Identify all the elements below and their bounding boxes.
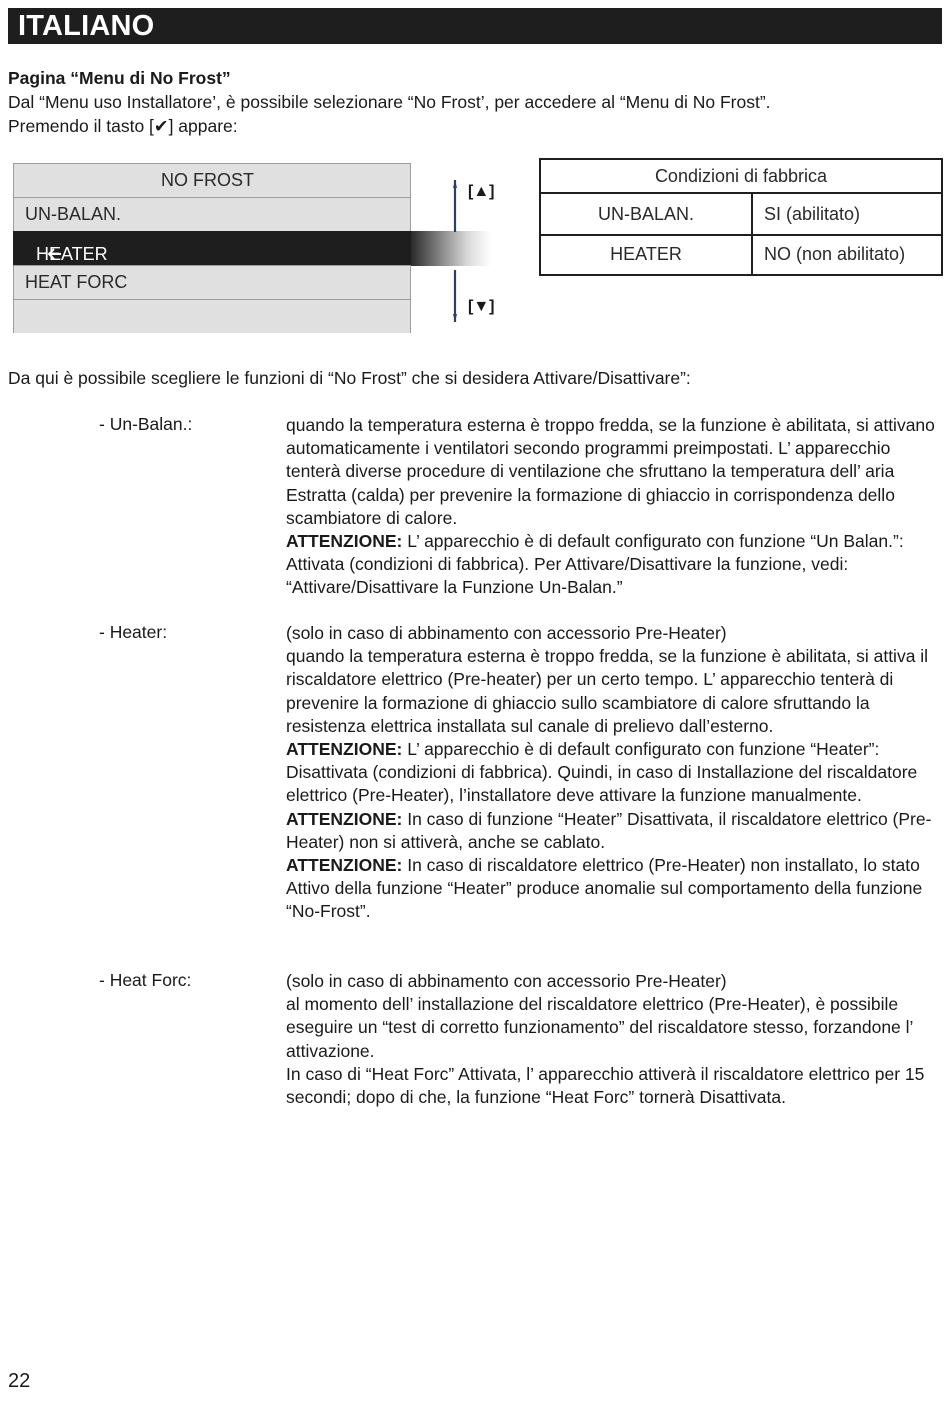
factory-row-name: UN-BALAN.: [597, 204, 695, 224]
selection-fade-band: [411, 231, 491, 266]
description-paragraph: In caso di “Heat Forc” Attivata, l’ apparecchio attiverà il riscaldatore elettrico per 15 secondi; dopo di che, la funzione “Heat Forc” tornerà Disattivata.: [286, 1063, 925, 1108]
warning-label: ATTENZIONE:: [286, 808, 403, 829]
lcd-menu-item-heater-selected: [13, 231, 411, 265]
language-header: [8, 8, 942, 44]
warning-note: [286, 854, 946, 924]
lcd-title-row: [13, 163, 411, 197]
table-divider: [541, 192, 941, 194]
item-label-heater: - Heater:: [99, 622, 168, 642]
factory-table-header: Condizioni di fabbrica: [654, 166, 828, 186]
lcd-item-label: UN-BALAN.: [25, 204, 122, 224]
down-key-label: [▼]: [468, 298, 495, 315]
item-description-heat-forc: [286, 970, 946, 1109]
warning-note: [286, 738, 946, 808]
warning-label: ATTENZIONE:: [286, 531, 403, 552]
warning-label: ATTENZIONE:: [286, 739, 403, 760]
functions-lead-text: Da qui è possibile scegliere le funzioni di “No Frost” che si desidera Attivare/Disattivare”:: [8, 368, 691, 388]
lcd-item-label: HEATER: [36, 244, 108, 264]
warning-text: L’ apparecchio è di default configurato con funzione “Un Balan.”: Attivata (condizioni di fabbrica). Per Attivare/Disattivare la funzione, vedi: “Attivare/Disattivare la Funzione Un-Balan.”: [286, 531, 904, 598]
factory-settings-table: [539, 158, 943, 276]
language-title: ITALIANO: [18, 10, 155, 42]
table-divider: [541, 234, 941, 236]
selection-arrow-icon: [46, 244, 62, 265]
description-paragraph: al momento dell’ installazione del riscaldatore elettrico (Pre-Heater), è possibile eseguire un “test di corretto funzionamento” del riscaldatore stesso, forzandone l’ attivazione.: [286, 994, 913, 1061]
warning-text: In caso di funzione “Heater” Disattivata, il riscaldatore elettrico (Pre-Heater) non si attiverà, anche se cablato.: [286, 808, 932, 852]
table-column-divider: [751, 194, 753, 274]
item-label-un-balan: - Un-Balan.:: [99, 414, 193, 434]
warning-note: [286, 530, 946, 600]
intro-line-2: Premendo il tasto [✔] appare:: [8, 116, 238, 136]
item-description-un-balan: [286, 414, 946, 600]
warning-text: L’ apparecchio è di default configurato con funzione “Heater”: Disattivata (condizioni di fabbrica). Quindi, in caso di Installazione del riscaldatore elettrico (Pre-Heater), l’installatore deve attivare la funzione manualmente.: [286, 739, 918, 806]
lcd-menu-item-un-balan: [13, 197, 411, 231]
page-number: 22: [8, 1370, 31, 1392]
warning-label: ATTENZIONE:: [286, 855, 403, 876]
warning-note: [286, 808, 946, 854]
item-description-heater: [286, 622, 946, 924]
description-paragraph: (solo in caso di abbinamento con accessorio Pre-Heater): [286, 623, 727, 643]
section-title: Pagina “Menu di No Frost”: [8, 68, 231, 88]
up-key-label: [▲]: [468, 183, 495, 200]
lcd-menu-item-empty: [13, 299, 411, 333]
intro-section: [8, 66, 938, 138]
factory-row-name: HEATER: [610, 244, 682, 264]
item-label-heat-forc: - Heat Forc:: [99, 970, 192, 990]
factory-row-value: SI (abilitato): [764, 204, 861, 224]
scroll-down-arrow-icon: [453, 270, 457, 327]
lcd-title: NO FROST: [161, 170, 254, 190]
description-paragraph: quando la temperatura esterna è troppo fredda, se la funzione è abilitata, si attivano automaticamente i ventilatori secondo programmi preimpostati. L’ apparecchio tenterà diverse procedure di ventilazione che sfruttano la temperatura dell’ aria Estratta (calda) per prevenire la formazione di ghiaccio in corrispondenza dello scambiatore di calore.: [286, 415, 935, 528]
lcd-item-label: HEAT FORC: [25, 272, 128, 292]
lcd-menu-display: [13, 163, 411, 333]
description-paragraph: (solo in caso di abbinamento con accessorio Pre-Heater): [286, 971, 727, 991]
warning-text: In caso di riscaldatore elettrico (Pre-Heater) non installato, lo stato Attivo della funzione “Heater” produce anomalie sul comportamento della funzione “No-Frost”.: [286, 855, 923, 922]
lcd-menu-item-heat-forc: [13, 265, 411, 299]
scroll-up-arrow-icon: [453, 180, 457, 237]
factory-row-value: NO (non abilitato): [764, 244, 906, 264]
intro-line-1: Dal “Menu uso Installatore’, è possibile selezionare “No Frost’, per accedere al “Menu di No Frost”.: [8, 92, 771, 112]
description-paragraph: quando la temperatura esterna è troppo fredda, se la funzione è abilitata, si attiva il riscaldatore elettrico (Pre-heater) per un certo tempo. L’ apparecchio tenterà di prevenire la formazione di ghiaccio sullo scambiatore di calore sfruttando la resistenza elettrica installata sul canale di prelievo dall’esterno.: [286, 646, 929, 736]
